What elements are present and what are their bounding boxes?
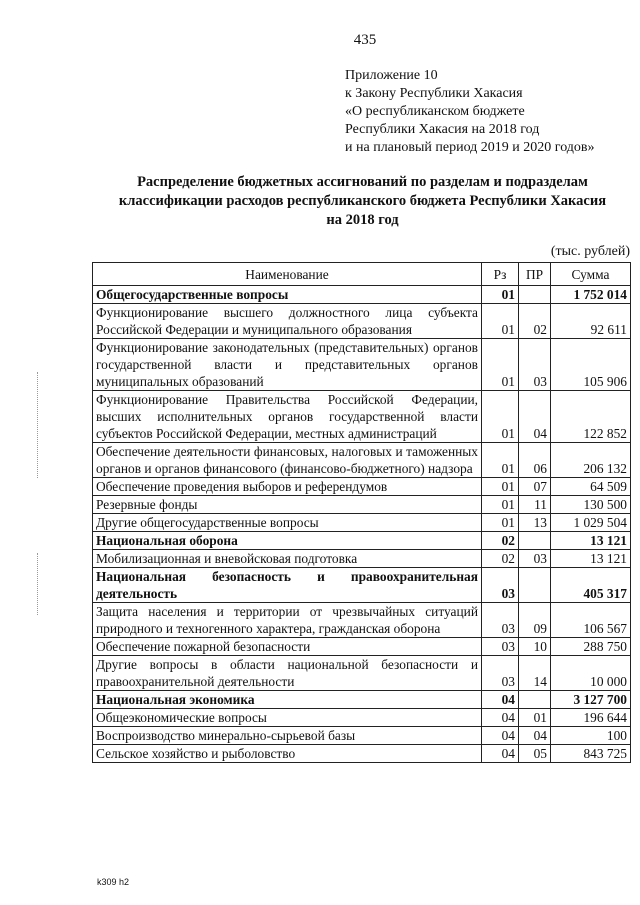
- row-sum: 843 725: [551, 745, 631, 763]
- row-pr: [519, 691, 551, 709]
- row-rz: 03: [482, 638, 519, 656]
- table-row: [93, 478, 631, 496]
- title-line: на 2018 год: [326, 212, 399, 228]
- row-pr: [519, 532, 551, 550]
- row-name: Защита населения и территории от чрезвычайных ситуаций природного и техногенного характера, гражданская оборона: [93, 603, 482, 638]
- row-rz: 03: [482, 568, 519, 603]
- table-row: [93, 550, 631, 568]
- row-rz: 03: [482, 656, 519, 691]
- row-rz: 04: [482, 691, 519, 709]
- row-sum: 3 127 700: [551, 691, 631, 709]
- row-name: Воспроизводство минерально-сырьевой базы: [93, 727, 482, 745]
- row-sum: 122 852: [551, 391, 631, 443]
- row-pr: 07: [519, 478, 551, 496]
- row-rz: 04: [482, 745, 519, 763]
- table-row: [93, 304, 631, 339]
- table-row: [93, 532, 631, 550]
- appendix-header: [345, 67, 595, 157]
- appendix-line: «О республиканском бюджете: [345, 104, 525, 119]
- row-pr: 06: [519, 443, 551, 478]
- margin-mark: [37, 553, 39, 615]
- row-rz: 01: [482, 339, 519, 391]
- header-name: Наименование: [93, 263, 482, 286]
- row-sum: 1 752 014: [551, 286, 631, 304]
- row-name: Обеспечение проведения выборов и референдумов: [93, 478, 482, 496]
- row-name: Функционирование Правительства Российской Федерации, высших исполнительных органов государственной власти субъектов Российской Федерации, местных администраций: [93, 391, 482, 443]
- row-sum: 13 121: [551, 550, 631, 568]
- row-name: Резервные фонды: [93, 496, 482, 514]
- row-sum: 288 750: [551, 638, 631, 656]
- row-pr: 04: [519, 727, 551, 745]
- row-pr: 03: [519, 550, 551, 568]
- title-line: классификации расходов республиканского бюджета Республики Хакасия: [118, 193, 607, 209]
- row-pr: 09: [519, 603, 551, 638]
- row-rz: 03: [482, 603, 519, 638]
- margin-mark: [37, 372, 39, 478]
- appendix-line: Приложение 10: [345, 68, 438, 83]
- row-name: Национальная безопасность и правоохранительная деятельность: [93, 568, 482, 603]
- row-name: Национальная оборона: [93, 532, 482, 550]
- row-pr: [519, 568, 551, 603]
- table-row: [93, 603, 631, 638]
- row-sum: 64 509: [551, 478, 631, 496]
- table-row: [93, 391, 631, 443]
- document-title: [90, 173, 635, 230]
- table-row: [93, 691, 631, 709]
- row-name: Обеспечение деятельности финансовых, налоговых и таможенных органов и органов финансового (финансово-бюджетного) надзора: [93, 443, 482, 478]
- row-name: Национальная экономика: [93, 691, 482, 709]
- table-row: [93, 568, 631, 603]
- title-line: Распределение бюджетных ассигнований по разделам и подразделам: [137, 174, 588, 190]
- row-pr: 05: [519, 745, 551, 763]
- row-rz: 01: [482, 391, 519, 443]
- row-sum: 405 317: [551, 568, 631, 603]
- row-rz: 01: [482, 478, 519, 496]
- row-rz: 01: [482, 286, 519, 304]
- units-label: (тыс. рублей): [550, 244, 630, 259]
- row-sum: 100: [551, 727, 631, 745]
- row-pr: [519, 286, 551, 304]
- row-name: Другие вопросы в области национальной безопасности и правоохранительной деятельности: [93, 656, 482, 691]
- row-pr: 11: [519, 496, 551, 514]
- table-row: [93, 745, 631, 763]
- table-body: [93, 286, 631, 763]
- row-name: Общегосударственные вопросы: [93, 286, 482, 304]
- table-row: [93, 727, 631, 745]
- row-rz: 04: [482, 727, 519, 745]
- row-sum: 92 611: [551, 304, 631, 339]
- row-sum: 13 121: [551, 532, 631, 550]
- row-rz: 02: [482, 532, 519, 550]
- row-sum: 1 029 504: [551, 514, 631, 532]
- appendix-line: и на плановый период 2019 и 2020 годов»: [345, 140, 595, 155]
- row-sum: 105 906: [551, 339, 631, 391]
- row-name: Сельское хозяйство и рыболовство: [93, 745, 482, 763]
- table-row: [93, 286, 631, 304]
- appendix-line: Республики Хакасия на 2018 год: [345, 122, 540, 137]
- table-row: [93, 339, 631, 391]
- header-sum: Сумма: [551, 263, 631, 286]
- row-pr: 02: [519, 304, 551, 339]
- row-sum: 196 644: [551, 709, 631, 727]
- appendix-line: к Закону Республики Хакасия: [345, 86, 523, 101]
- row-name: Функционирование высшего должностного лица субъекта Российской Федерации и муниципального образования: [93, 304, 482, 339]
- row-sum: 206 132: [551, 443, 631, 478]
- row-sum: 10 000: [551, 656, 631, 691]
- row-rz: 01: [482, 496, 519, 514]
- table-row: [93, 709, 631, 727]
- header-pr: ПР: [519, 263, 551, 286]
- footer-code: k309 h2: [97, 877, 130, 887]
- row-rz: 01: [482, 443, 519, 478]
- row-rz: 04: [482, 709, 519, 727]
- table-row: [93, 496, 631, 514]
- row-pr: 03: [519, 339, 551, 391]
- header-rz: Рз: [482, 263, 519, 286]
- row-name: Общеэкономические вопросы: [93, 709, 482, 727]
- table-row: [93, 656, 631, 691]
- row-rz: 01: [482, 514, 519, 532]
- row-sum: 130 500: [551, 496, 631, 514]
- table-row: [93, 443, 631, 478]
- row-name: Обеспечение пожарной безопасности: [93, 638, 482, 656]
- budget-table: [92, 262, 631, 763]
- row-name: Другие общегосударственные вопросы: [93, 514, 482, 532]
- row-name: Функционирование законодательных (представительных) органов государственной власти и представительных органов муниципальных образований: [93, 339, 482, 391]
- row-pr: 14: [519, 656, 551, 691]
- row-rz: 01: [482, 304, 519, 339]
- row-sum: 106 567: [551, 603, 631, 638]
- row-pr: 13: [519, 514, 551, 532]
- table-row: [93, 514, 631, 532]
- row-pr: 04: [519, 391, 551, 443]
- page-number: 435: [353, 32, 377, 48]
- row-rz: 02: [482, 550, 519, 568]
- row-name: Мобилизационная и вневойсковая подготовка: [93, 550, 482, 568]
- row-pr: 01: [519, 709, 551, 727]
- table-header-row: [93, 263, 631, 286]
- row-pr: 10: [519, 638, 551, 656]
- table-row: [93, 638, 631, 656]
